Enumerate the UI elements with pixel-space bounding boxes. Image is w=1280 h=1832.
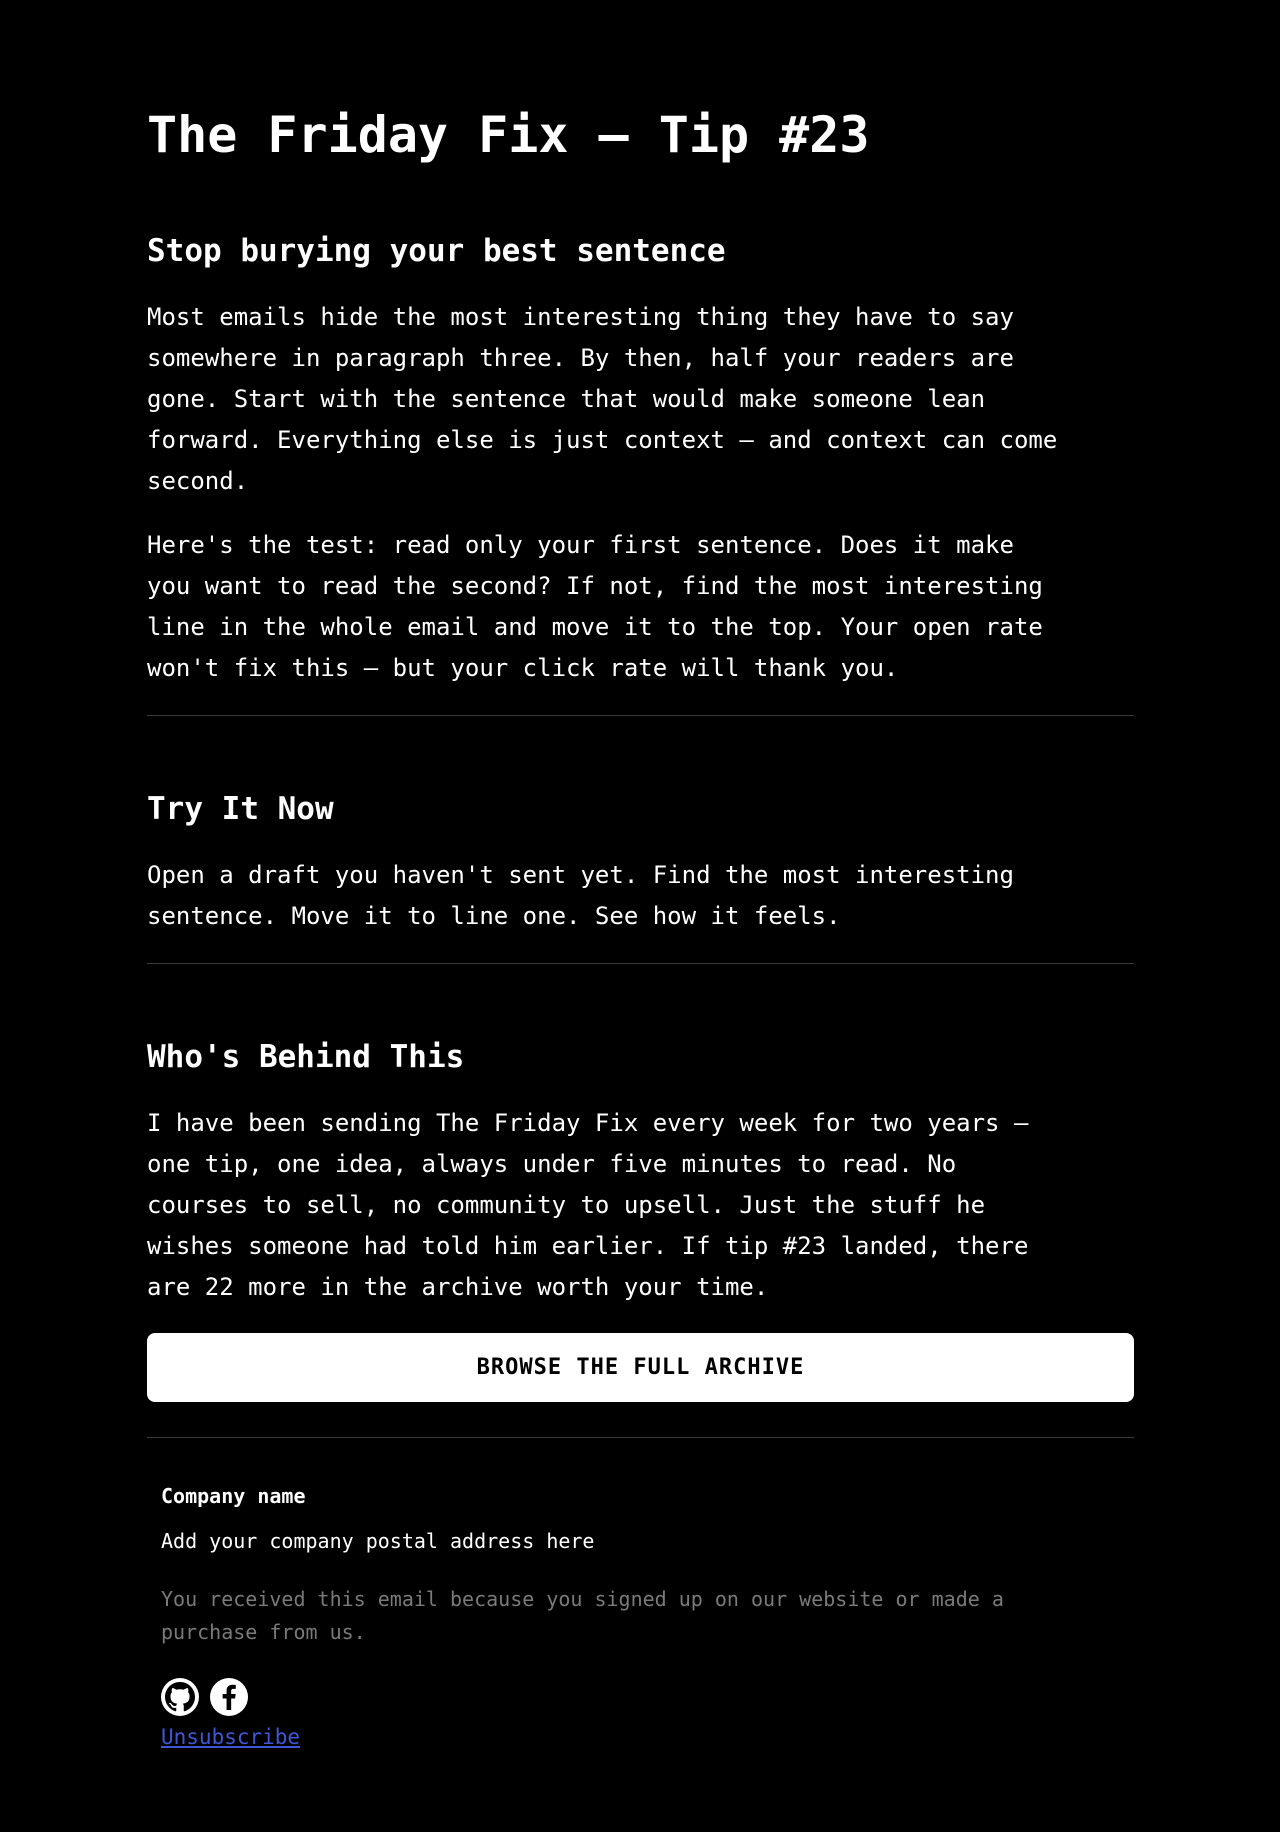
unsubscribe-link[interactable]: Unsubscribe	[161, 1725, 301, 1749]
social-links	[161, 1678, 248, 1716]
section-paragraph-test: Here's the test: read only your first sentence. Does it make you want to read the second? If not, find the most interesting line in the whole email and move it to the top. Your open rate won't fix this — but your click rate will thank you.	[147, 531, 1043, 682]
divider	[147, 963, 1134, 964]
section-paragraph-try-it-now: Open a draft you haven't sent yet. Find the most interesting sentence. Move it to line one. See how it feels.	[147, 861, 1014, 930]
subscription-notice: You received this email because you signed up on our website or made a purchase from us.	[161, 1587, 1004, 1644]
company-name: Company name	[161, 1484, 306, 1508]
email-title: The Friday Fix — Tip #23	[147, 106, 870, 164]
section-paragraph-about: I have been sending The Friday Fix every week for two years — one tip, one idea, always under five minutes to read. No courses to sell, no community to upsell. Just the stuff he wishes someone had told him earlier. If tip #23 landed, there are 22 more in the archive worth your time.	[147, 1109, 1029, 1301]
divider	[147, 1437, 1134, 1438]
section-heading-whos-behind-this: Who's Behind This	[147, 1039, 465, 1075]
company-address: Add your company postal address here	[161, 1529, 595, 1553]
divider	[147, 715, 1134, 716]
section-paragraph-intro: Most emails hide the most interesting thing they have to say somewhere in paragraph three. By then, half your readers are gone. Start with the sentence that would make someone lean forward. Everything else is just context — and context can come second.	[147, 303, 1058, 495]
facebook-icon[interactable]	[210, 1678, 248, 1716]
section-heading-best-sentence: Stop burying your best sentence	[147, 233, 726, 269]
browse-archive-button[interactable]: BROWSE THE FULL ARCHIVE	[147, 1333, 1134, 1402]
section-heading-try-it-now: Try It Now	[147, 791, 334, 827]
github-icon[interactable]	[161, 1678, 199, 1716]
